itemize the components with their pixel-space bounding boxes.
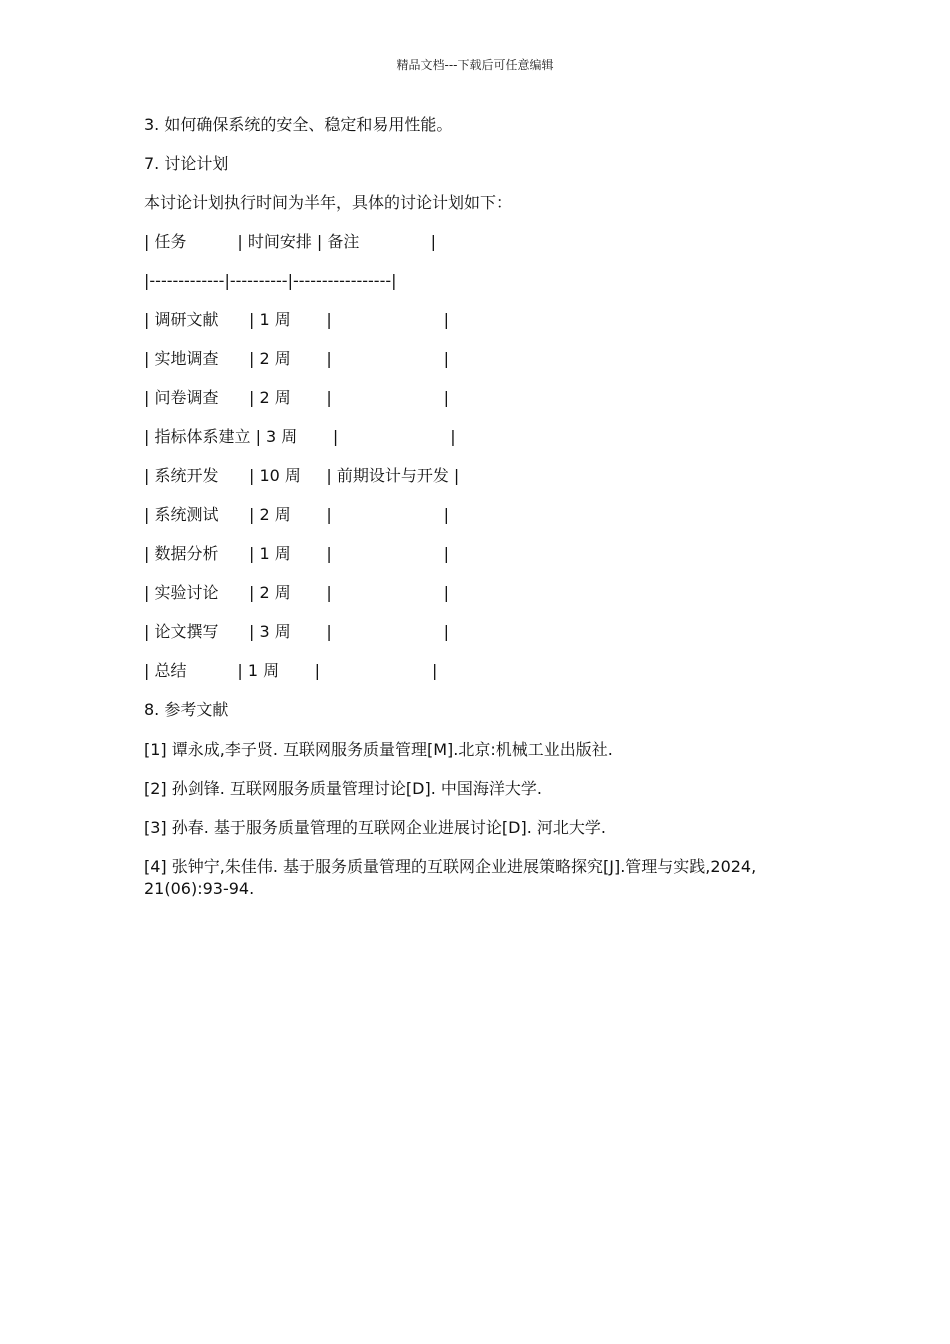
- plan-table-row: | 数据分析 | 1 周 | |: [144, 544, 450, 563]
- plan-table-row: | 实验讨论 | 2 周 | |: [144, 583, 450, 602]
- plan-table-row: | 指标体系建立 | 3 周 | |: [144, 427, 456, 446]
- list-item-3: 3. 如何确保系统的安全、稳定和易用性能。: [144, 115, 453, 134]
- plan-table-row: | 论文撰写 | 3 周 | |: [144, 622, 450, 641]
- section-7-intro: 本讨论计划执行时间为半年，具体的讨论计划如下：: [144, 193, 513, 212]
- plan-table-header-row: | 任务 | 时间安排 | 备注 |: [144, 232, 436, 251]
- plan-table-row: | 总结 | 1 周 | |: [144, 661, 438, 680]
- plan-table-row: | 实地调查 | 2 周 | |: [144, 349, 450, 368]
- reference-item: [3] 孙春. 基于服务质量管理的互联网企业进展讨论[D]. 河北大学.: [144, 818, 606, 837]
- reference-item: [2] 孙剑锋. 互联网服务质量管理讨论[D]. 中国海洋大学.: [144, 779, 542, 798]
- plan-table-row: | 系统开发 | 10 周 | 前期设计与开发 |: [144, 466, 460, 485]
- page-header: 精品文档---下载后可任意编辑: [396, 58, 554, 72]
- plan-table-row: | 调研文献 | 1 周 | |: [144, 310, 450, 329]
- section-7-title: 7. 讨论计划: [144, 154, 229, 173]
- reference-item: [1] 谭永成,李子贤. 互联网服务质量管理[M].北京:机械工业出版社.: [144, 740, 613, 759]
- plan-table-row: | 问卷调查 | 2 周 | |: [144, 388, 450, 407]
- section-8-title: 8. 参考文献: [144, 700, 229, 719]
- plan-table-separator-row: |-------------|----------|-----------------|: [144, 271, 397, 290]
- document-body: [144, 115, 764, 917]
- plan-table-row: | 系统测试 | 2 周 | |: [144, 505, 450, 524]
- reference-item: [4] 张钟宁,朱佳伟. 基于服务质量管理的互联网企业进展策略探究[J].管理与实践,2024,21(06):93-94.: [144, 857, 757, 898]
